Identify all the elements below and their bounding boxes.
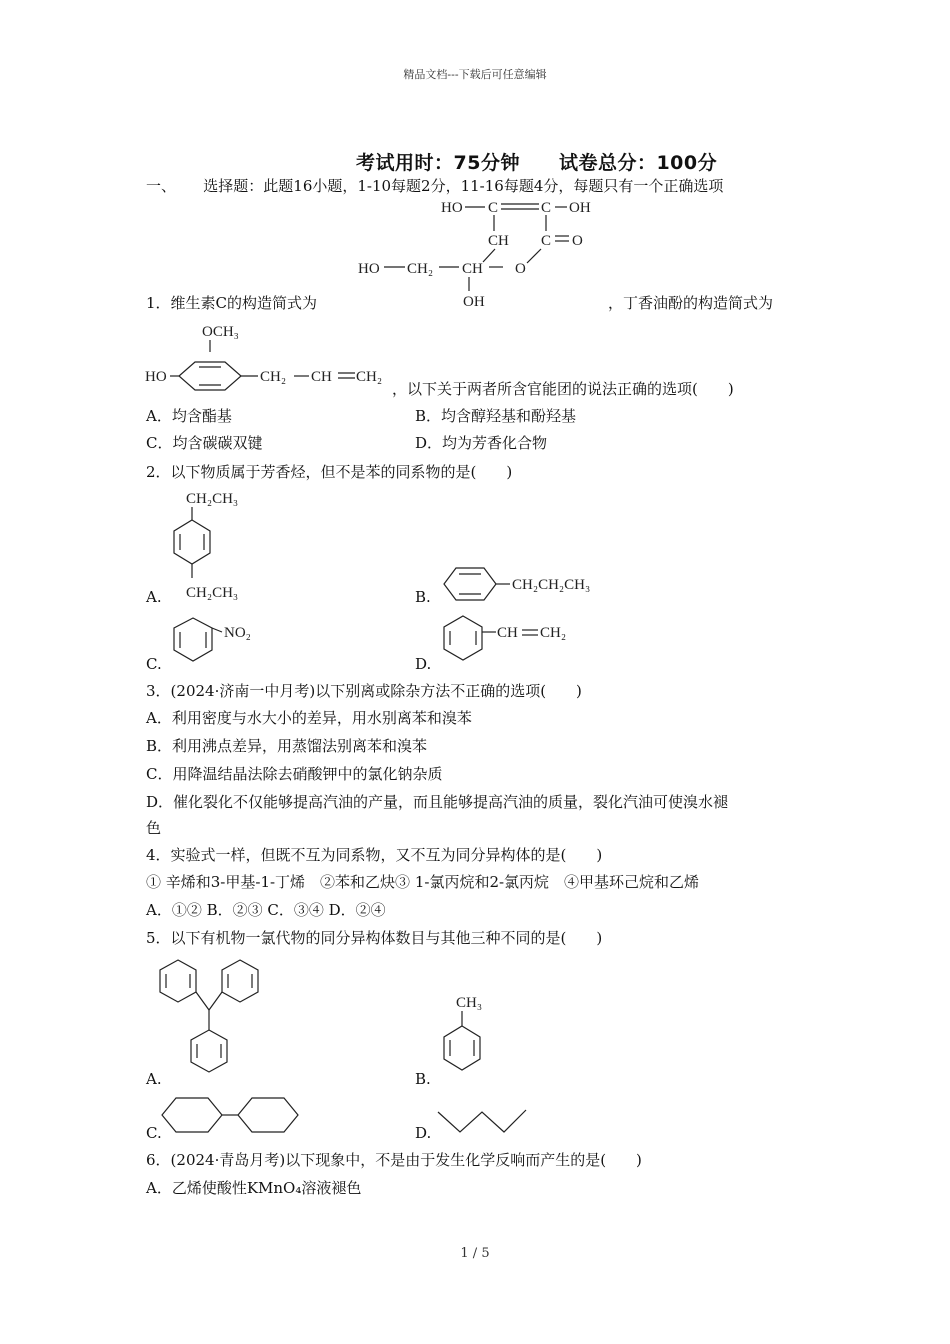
q3-stem: 3．(2024·济南一中月考)以下别离或除杂方法不正确的选项( ) [146, 682, 582, 700]
eugenol-structure [143, 320, 393, 400]
q5-b-benzene-ring [444, 1026, 480, 1070]
vitc-c-carbonyl: C [541, 233, 552, 249]
q2-a-top-label: CH₂CH₃ [186, 491, 239, 507]
q4-stem: 4．实验式一样，但既不互为同系物，又不互为同分异构体的是( ) [146, 846, 603, 864]
q2-c-no2-label: NO₂ [224, 625, 251, 641]
q2-b-benzene-ring [444, 568, 496, 600]
q2-b-propylbenzene [444, 566, 624, 602]
vitc-c1: C [488, 200, 499, 216]
q2-option-a: A. [146, 588, 162, 606]
vitc-ho-chain: HO [358, 261, 380, 277]
q2-d-styrene [444, 614, 594, 666]
exam-title: 考试用时：75分钟 试卷总分：100分 [356, 152, 718, 174]
vitc-ch2: CH₂ [407, 261, 434, 277]
q2-a-benzene-ring [174, 520, 210, 564]
q3-option-c: C．用降温结晶法除去硝酸钾中的氯化钠杂质 [146, 765, 443, 783]
q2-b-chain-label: CH₂CH₂CH₃ [512, 577, 591, 593]
q4-items: ① 辛烯和3-甲基-1-丁烯 ②苯和乙炔③ 1-氯丙烷和2-氯丙烷 ④甲基环己烷和乙烯 [146, 873, 700, 891]
q1-option-d: D．均为芳香化合物 [415, 434, 548, 452]
q5-d-zigzag [438, 1110, 526, 1132]
q2-option-b: B. [415, 588, 431, 606]
q5-b-toluene [438, 990, 528, 1082]
q6-option-a: A．乙烯使酸性KMnO₄溶液褪色 [146, 1179, 362, 1197]
q5-stem: 5．以下有机物一氯代物的同分异构体数目与其他三种不同的是( ) [146, 929, 603, 947]
q2-a-diethylbenzene [170, 486, 270, 604]
vitc-o-ring: O [515, 261, 526, 277]
vitc-ch-chain: CH [462, 261, 483, 277]
q2-option-d: D. [415, 655, 432, 673]
q2-c-nitrobenzene [172, 614, 272, 666]
q5-option-d: D. [415, 1124, 432, 1142]
q5-c-bicyclohexyl [162, 1096, 302, 1136]
page-number: 1 / 5 [460, 1246, 490, 1261]
q4-options: A．①② B．②③ C．③④ D．②④ [146, 901, 386, 919]
q2-d-ch-label: CH [497, 625, 518, 641]
q2-a-bottom-label: CH₂CH₃ [186, 585, 239, 601]
section-title: 一、 选择题：此题16小题，1-10每题2分，11-16每题4分，每题只有一个正确选项 [146, 177, 724, 195]
q5-option-b: B. [415, 1070, 431, 1088]
eugenol-benzene-ring [179, 362, 241, 390]
vitc-c2: C [541, 200, 552, 216]
vitc-oh-bottom: OH [463, 294, 485, 310]
q3-option-d-line1: D．催化裂化不仅能够提高汽油的产量，而且能够提高汽油的质量，裂化汽油可使溴水褪 [146, 793, 729, 811]
q2-option-c: C. [146, 655, 162, 673]
eugenol-ch2: CH₂ [260, 369, 287, 385]
vitc-o-carbonyl: O [572, 233, 583, 249]
q5-d-skeletal-chain [436, 1106, 536, 1136]
q1-stem-b: ，丁香油酚的构造简式为 [608, 294, 774, 312]
q5-a-left-ring [160, 960, 196, 1002]
eugenol-ho: HO [145, 369, 167, 385]
q1-option-a: A．均含酯基 [146, 407, 232, 425]
vitc-ch-ring: CH [488, 233, 509, 249]
eugenol-och3: OCH₃ [202, 324, 239, 340]
eugenol-ch2-end: CH₂ [356, 369, 383, 385]
header-note: 精品文档---下载后可任意编辑 [403, 68, 547, 81]
q5-a-bottom-ring [191, 1030, 227, 1072]
vitc-ho-top: HO [441, 200, 463, 216]
q2-d-ch2-label: CH₂ [540, 625, 567, 641]
q6-stem: 6．(2024·青岛月考)以下现象中，不是由于发生化学反响而产生的是( ) [146, 1151, 642, 1169]
q5-c-left-ring [162, 1098, 222, 1132]
q2-stem: 2．以下物质属于芳香烃，但不是苯的同系物的是( ) [146, 463, 513, 481]
q1-option-b: B．均含醇羟基和酚羟基 [415, 407, 577, 425]
vitamin-c-structure [355, 193, 595, 311]
q1-option-c: C．均含碳碳双键 [146, 434, 263, 452]
q3-option-b: B．利用沸点差异，用蒸馏法别离苯和溴苯 [146, 737, 428, 755]
q5-a-triphenylmethane [158, 958, 268, 1082]
q5-c-right-ring [238, 1098, 298, 1132]
q5-b-ch3-label: CH₃ [456, 995, 483, 1011]
q5-a-right-ring [222, 960, 258, 1002]
q3-option-a: A．利用密度与水大小的差异，用水别离苯和溴苯 [146, 709, 472, 727]
q5-option-c: C. [146, 1124, 162, 1142]
q1-stem-a: 1．维生素C的构造简式为 [146, 294, 318, 312]
eugenol-ch: CH [311, 369, 332, 385]
q3-option-d-line2: 色 [146, 819, 162, 837]
vitc-oh-top: OH [569, 200, 591, 216]
q5-option-a: A. [146, 1070, 162, 1088]
q1-stem-c: ，以下关于两者所含官能团的说法正确的选项( ) [392, 380, 734, 398]
